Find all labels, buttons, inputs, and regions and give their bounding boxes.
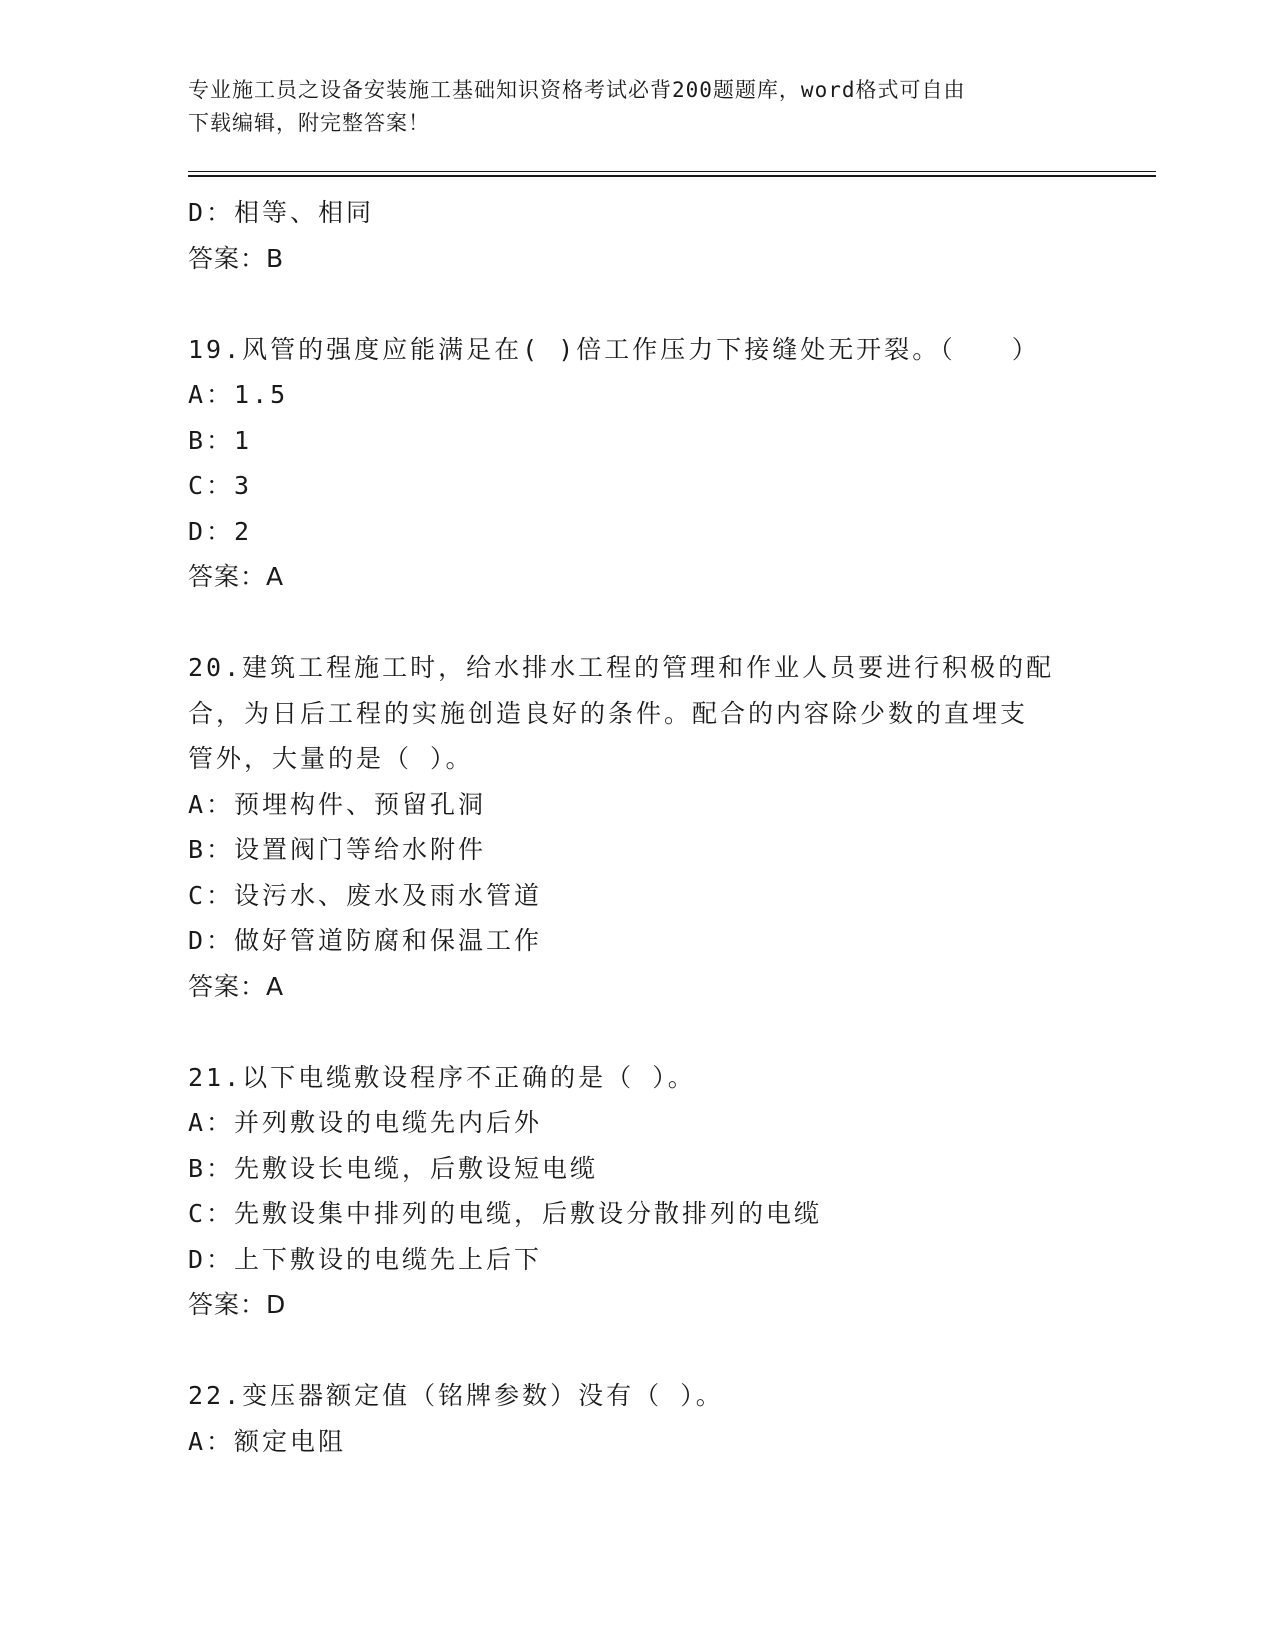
- option-b: B：设置阀门等给水附件: [188, 835, 487, 864]
- option-b: B：先敷设长电缆，后敷设短电缆: [188, 1153, 599, 1183]
- option-a: A：预埋构件、预留孔洞: [188, 789, 487, 819]
- option-c: C：先敷设集中排列的电缆，后敷设分散排列的电缆: [188, 1199, 823, 1228]
- option-d: D：做好管道防腐和保温工作: [188, 926, 543, 955]
- prev-answer: 答案：B: [188, 243, 285, 273]
- question-stem: 管外，大量的是（ ）。: [188, 744, 474, 773]
- answer: 答案：D: [188, 1290, 287, 1319]
- spacer: [188, 600, 1088, 646]
- answer: 答案：A: [188, 562, 285, 591]
- spacer: [188, 1328, 1088, 1374]
- header-divider-thin: [188, 171, 1156, 172]
- header-divider-thick: [188, 175, 1156, 177]
- question-stem: 19.风管的强度应能满足在( )倍工作压力下接缝处无开裂。（ ）: [188, 334, 1040, 364]
- question-20: [188, 645, 1088, 1009]
- option-d: D：上下敷设的电缆先上后下: [188, 1244, 543, 1274]
- question-stem: 21.以下电缆敷设程序不正确的是（ ）。: [188, 1062, 696, 1092]
- document-header: [188, 74, 1088, 140]
- header-line-2: 下载编辑，附完整答案！: [188, 111, 430, 135]
- option-c: C：3: [188, 471, 253, 500]
- document-body: [188, 190, 1088, 1464]
- option-a: A：1.5: [188, 380, 289, 409]
- question-21: [188, 1055, 1088, 1328]
- question-stem: 22.变压器额定值（铭牌参数）没有（ ）。: [188, 1381, 724, 1410]
- spacer: [188, 1009, 1088, 1055]
- question-stem: 合，为日后工程的实施创造良好的条件。配合的内容除少数的直埋支: [188, 698, 1029, 728]
- question-22: [188, 1373, 1088, 1464]
- question-stem: 20.建筑工程施工时，给水排水工程的管理和作业人员要进行积极的配: [188, 653, 1055, 682]
- option-b: B：1: [188, 425, 253, 455]
- option-a: A：额定电阻: [188, 1426, 347, 1456]
- spacer: [188, 281, 1088, 327]
- header-line-1: 专业施工员之设备安装施工基础知识资格考试必背200题题库，word格式可自由: [188, 78, 966, 102]
- option-a: A：并列敷设的电缆先内后外: [188, 1108, 543, 1137]
- prev-option-d: D：相等、相同: [188, 198, 375, 227]
- option-c: C：设污水、废水及雨水管道: [188, 880, 543, 910]
- question-19: [188, 327, 1088, 600]
- answer: 答案：A: [188, 971, 285, 1001]
- option-d: D：2: [188, 516, 253, 546]
